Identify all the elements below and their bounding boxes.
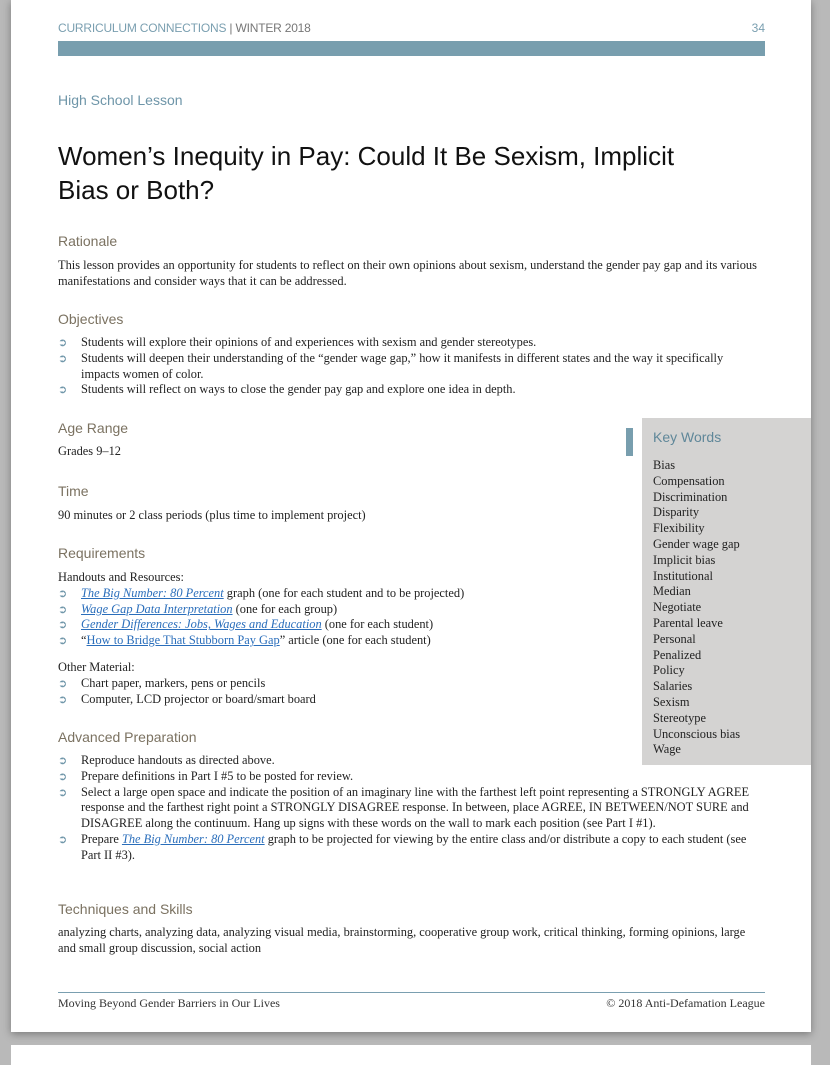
key-words-accent-bar bbox=[626, 428, 633, 456]
item-text: Select a large open space and indicate the position of an imaginary line with the farthest left point representing a STRONGLY AGREE response and the farthest right point a STRONGLY DISAGREE response. In between, place AGREE, IN BETWEEN/NOT SURE and DISAGREE along the continuum. Hang up signs with these words on the wall to mark each position (see Part I #1). bbox=[81, 784, 750, 831]
footer-rule bbox=[58, 992, 765, 993]
arrow-bullet-icon: ➲ bbox=[58, 769, 68, 783]
key-word: Implicit bias bbox=[653, 552, 716, 567]
key-words-heading: Key Words bbox=[653, 429, 722, 445]
requirements-heading: Requirements bbox=[58, 545, 146, 561]
arrow-bullet-icon: ➲ bbox=[58, 785, 68, 799]
key-word: Median bbox=[653, 584, 691, 599]
handout-link[interactable]: The Big Number: 80 Percent bbox=[81, 585, 224, 600]
article-link[interactable]: How to Bridge That Stubborn Pay Gap bbox=[86, 633, 280, 648]
item-text: Students will explore their opinions of and experiences with sexism and gender stereotypes. bbox=[81, 335, 537, 349]
arrow-bullet-icon: ➲ bbox=[58, 351, 68, 365]
advanced-preparation-heading: Advanced Preparation bbox=[58, 729, 197, 745]
age-range-heading: Age Range bbox=[58, 420, 129, 436]
item-text: Students will deepen their understanding of the “gender wage gap,” how it manifests in different states and the way it specifically impacts women of color. bbox=[81, 350, 724, 381]
key-word: Stereotype bbox=[653, 710, 706, 725]
item-text: ” article (one for each student) bbox=[279, 633, 431, 648]
document-page bbox=[11, 0, 811, 1032]
item-text: graph to be projected for viewing by the entire class and/or distribute a copy to each student (see Part II #3). bbox=[81, 831, 747, 862]
list-item bbox=[58, 785, 763, 832]
arrow-bullet-icon: ➲ bbox=[58, 676, 68, 690]
key-word: Compensation bbox=[653, 473, 725, 488]
list-item bbox=[58, 633, 618, 649]
techniques-heading: Techniques and Skills bbox=[58, 901, 193, 917]
list-item bbox=[58, 617, 618, 633]
list-item bbox=[58, 335, 763, 351]
item-text: graph (one for each student and to be projected) bbox=[223, 585, 465, 600]
key-word: Flexibility bbox=[653, 521, 705, 536]
next-page bbox=[11, 1045, 811, 1065]
key-word: Negotiate bbox=[653, 600, 702, 615]
item-text: (one for each student) bbox=[321, 617, 434, 632]
page-title: Women’s Inequity in Pay: Could It Be Sexism, Implicit Bias or Both? bbox=[58, 141, 675, 205]
key-word: Gender wage gap bbox=[653, 536, 740, 551]
key-word: Disparity bbox=[653, 505, 700, 520]
item-text: Students will reflect on ways to close the gender pay gap and explore one idea in depth. bbox=[81, 382, 516, 397]
arrow-bullet-icon: ➲ bbox=[58, 618, 68, 632]
arrow-bullet-icon: ➲ bbox=[58, 586, 68, 600]
arrow-bullet-icon: ➲ bbox=[58, 602, 68, 616]
quote-mark: “ bbox=[81, 633, 87, 648]
key-word: Unconscious bias bbox=[653, 726, 741, 741]
page-number: 34 bbox=[751, 21, 765, 35]
lesson-level: High School Lesson bbox=[58, 92, 183, 108]
handout-link[interactable]: Wage Gap Data Interpretation bbox=[81, 601, 233, 616]
other-material-label: Other Material: bbox=[58, 659, 135, 674]
key-word: Salaries bbox=[653, 679, 693, 694]
key-word: Bias bbox=[653, 458, 676, 472]
arrow-bullet-icon: ➲ bbox=[58, 692, 68, 706]
item-text: Reproduce handouts as directed above. bbox=[81, 753, 275, 767]
item-text: Computer, LCD projector or board/smart board bbox=[81, 691, 316, 706]
handouts-list bbox=[58, 586, 618, 649]
handout-link[interactable]: The Big Number: 80 Percent bbox=[121, 831, 265, 846]
list-item bbox=[58, 602, 618, 618]
key-word: Policy bbox=[653, 663, 685, 678]
handout-link[interactable]: Gender Differences: Jobs, Wages and Education bbox=[81, 617, 322, 632]
arrow-bullet-icon: ➲ bbox=[58, 336, 68, 349]
header-bar bbox=[58, 41, 765, 56]
time-body: 90 minutes or 2 class periods (plus time to implement project) bbox=[58, 508, 366, 522]
issue: WINTER 2018 bbox=[235, 21, 311, 35]
arrow-bullet-icon: ➲ bbox=[58, 754, 68, 767]
arrow-bullet-icon: ➲ bbox=[58, 634, 68, 648]
list-item bbox=[58, 769, 763, 785]
key-word: Wage bbox=[653, 742, 681, 757]
footer-copyright: © 2018 Anti-Defamation League bbox=[606, 996, 765, 1010]
item-text: Prepare bbox=[81, 831, 122, 846]
rationale-body: This lesson provides an opportunity for students to reflect on their own opinions about sexism, understand the gender pay gap and its various manifestations and consider ways that it can be addressed. bbox=[58, 258, 757, 288]
requirements-body bbox=[58, 570, 618, 707]
item-text: (one for each group) bbox=[232, 601, 338, 616]
other-material-list bbox=[58, 676, 618, 708]
arrow-bullet-icon: ➲ bbox=[58, 383, 68, 397]
list-item bbox=[58, 692, 618, 708]
publication-name: CURRICULUM CONNECTIONS bbox=[58, 21, 227, 35]
time-heading: Time bbox=[58, 483, 89, 499]
handouts-label: Handouts and Resources: bbox=[58, 570, 184, 584]
list-item bbox=[58, 586, 618, 602]
list-item bbox=[58, 676, 618, 692]
advanced-preparation-list bbox=[58, 753, 763, 864]
running-header bbox=[58, 21, 311, 35]
age-range-body: Grades 9–12 bbox=[58, 444, 121, 458]
separator: | bbox=[226, 21, 236, 35]
arrow-bullet-icon: ➲ bbox=[58, 832, 68, 846]
techniques-body: analyzing charts, analyzing data, analyzing visual media, brainstorming, cooperative group work, critical thinking, forming opinions, large and small group discussion, social action bbox=[58, 925, 746, 955]
key-words-list bbox=[653, 458, 740, 758]
objectives-heading: Objectives bbox=[58, 311, 124, 327]
rationale-heading: Rationale bbox=[58, 233, 118, 249]
item-text: Prepare definitions in Part I #5 to be posted for review. bbox=[81, 768, 354, 783]
list-item bbox=[58, 382, 763, 398]
footer-title: Moving Beyond Gender Barriers in Our Lives bbox=[58, 996, 280, 1010]
key-word: Penalized bbox=[653, 647, 702, 662]
key-word: Discrimination bbox=[653, 489, 728, 504]
item-text: Chart paper, markers, pens or pencils bbox=[81, 675, 266, 690]
list-item bbox=[58, 351, 763, 383]
key-word: Sexism bbox=[653, 694, 690, 709]
key-word: Institutional bbox=[653, 568, 713, 583]
key-word: Personal bbox=[653, 631, 696, 646]
key-word: Parental leave bbox=[653, 615, 723, 630]
objectives-list bbox=[58, 335, 763, 398]
list-item bbox=[58, 832, 763, 864]
